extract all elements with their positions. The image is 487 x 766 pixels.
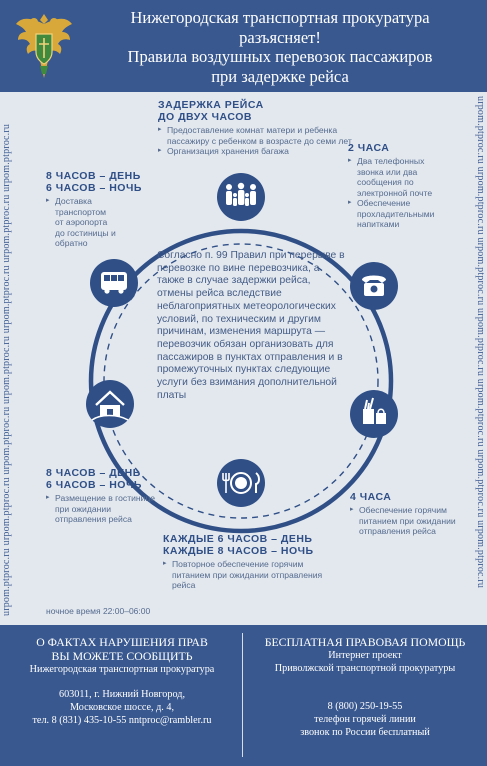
footer-legal-help-column <box>248 635 482 739</box>
house-icon <box>86 380 134 428</box>
block-title: КАЖДЫЕ 8 ЧАСОВ – НОЧЬ <box>163 545 314 557</box>
footer-phone: 8 (800) 250-19-55 <box>327 701 403 712</box>
prosecutor-emblem-icon <box>14 8 74 84</box>
block-list <box>350 505 462 537</box>
block-title: ДО ДВУХ ЧАСОВ <box>158 111 252 123</box>
plate-icon <box>217 459 265 507</box>
footer-org: Нижегородская транспортная прокуратура <box>29 664 215 675</box>
telephone-icon <box>350 262 398 310</box>
list-item: ▸ Обеспечение прохладительными напитками <box>348 198 448 230</box>
header-banner <box>0 0 487 92</box>
footer-text: телефон горячей линии <box>314 714 416 725</box>
footer-text: Приволжской транспортной прокуратуры <box>274 663 456 674</box>
block-title: 2 ЧАСА <box>348 142 390 154</box>
footer-address: Московское шоссе, д. 4, <box>69 702 175 713</box>
block-title: 8 ЧАСОВ – ДЕНЬ <box>46 467 141 479</box>
list-item: ▸ Организация хранения багажа <box>158 146 353 157</box>
block-hotel <box>46 467 161 525</box>
night-time-note: ночное время 22:00–06:00 <box>46 606 151 616</box>
center-rule-text: Согласно п. 99 Правил при перерыве в перевозке по вине перевозчика, а также в случае задержки рейса, отмены рейса вследствие неблагоприятных метеорологических условий, по техническим и другим причинам, изменения маршрута — перевозчик обязан организовать для пассажиров в пунктах отправления и в промежуточных пунктах следующие услуги без взимания дополнительной платы <box>157 250 345 401</box>
footer-heading: БЕСПЛАТНАЯ ПРАВОВАЯ ПОМОЩЬ <box>264 635 466 649</box>
footer-divider <box>242 633 243 757</box>
block-title: ЗАДЕРЖКА РЕЙСА <box>158 99 264 111</box>
block-four-hours <box>350 491 462 537</box>
footer <box>0 625 487 766</box>
block-title: 6 ЧАСОВ – НОЧЬ <box>46 182 142 194</box>
list-item: ▸ Два телефонных звонка или два сообщения по электронной почте <box>348 156 448 198</box>
block-every-six <box>163 533 343 591</box>
list-item: ▸ Доставка транспортом от аэропорта до гостиницы и обратно <box>46 196 116 249</box>
side-watermark-right: urpom.ptproc.ru urpom.ptproc.ru urpom.ptproc.ru urpom.ptproc.ru urpom.ptproc.ru urpom.ptproc.ru urpom.ptproc.ru <box>475 96 486 589</box>
block-transport <box>46 170 156 249</box>
block-title: КАЖДЫЕ 6 ЧАСОВ – ДЕНЬ <box>163 533 313 545</box>
block-list <box>158 125 353 157</box>
header-title <box>80 8 480 86</box>
side-watermark-left: urpom.ptproc.ru urpom.ptproc.ru urpom.ptproc.ru urpom.ptproc.ru urpom.ptproc.ru urpom.ptproc.ru urpom.ptproc.ru <box>1 123 12 616</box>
list-item: ▸ Обеспечение горячим питанием при ожидании отправления рейса <box>350 505 462 537</box>
footer-report-column <box>6 635 238 727</box>
footer-contact: тел. 8 (831) 435-10-55 nntproc@rambler.ru <box>32 715 212 726</box>
block-list <box>348 156 448 230</box>
list-item: ▸ Повторное обеспечение горячим питанием при ожидании отправления рейса <box>163 559 343 591</box>
block-list <box>163 559 343 591</box>
block-title: 6 ЧАСОВ – НОЧЬ <box>46 479 142 491</box>
footer-text: Интернет проект <box>328 650 402 661</box>
list-item: ▸ Предоставление комнат матери и ребенка пассажиру с ребенком в возрасте до семи лет <box>158 125 353 146</box>
header-line-4: при задержке рейса <box>211 66 349 86</box>
footer-text: звонок по России бесплатный <box>300 727 430 738</box>
bus-icon <box>90 259 138 307</box>
footer-address: 603011, г. Нижний Новгород, <box>58 689 186 700</box>
footer-heading: О ФАКТАХ НАРУШЕНИЯ ПРАВ <box>36 635 208 649</box>
header-line-2: разъясняет! <box>239 27 321 47</box>
list-item: ▸ Размещение в гостинице при ожидании отправления рейса <box>46 493 161 525</box>
header-line-1: Нижегородская транспортная прокуратура <box>130 8 430 27</box>
footer-heading: ВЫ МОЖЕТЕ СООБЩИТЬ <box>51 649 193 663</box>
family-icon <box>217 173 265 221</box>
shopping-bag-icon <box>350 390 398 438</box>
block-title: 4 ЧАСА <box>350 491 392 503</box>
block-list <box>46 493 161 525</box>
block-list <box>46 196 116 249</box>
block-title: 8 ЧАСОВ – ДЕНЬ <box>46 170 141 182</box>
header-line-3: Правила воздушных перевозок пассажиров <box>127 47 433 66</box>
block-two-hours <box>348 142 448 230</box>
block-two-hours-delay <box>158 99 353 157</box>
